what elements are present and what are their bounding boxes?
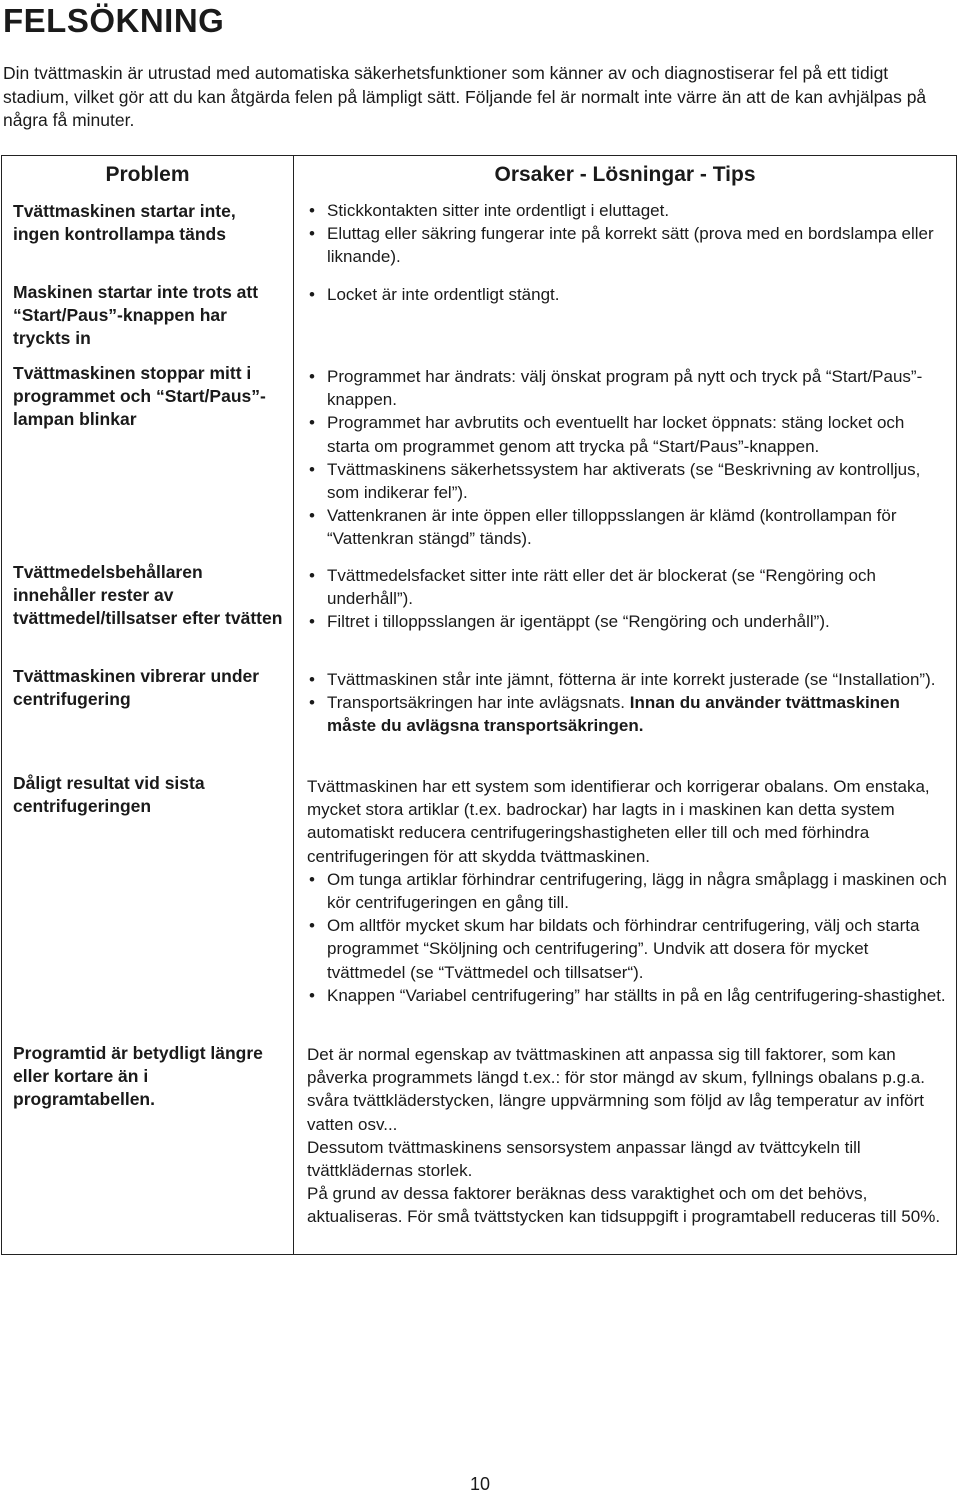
problem-4: Tvättmedelsbehållaren innehåller rester av tvättmedel/tillsatser efter tvätten [13, 562, 283, 629]
list-item: • Tvättmaskinen står inte jämnt, fötterna är inte korrekt justerade (se “Installation”). [307, 668, 947, 691]
problem-5: Tvättmaskinen vibrerar under centrifugering [13, 666, 260, 710]
solution-7 [307, 1043, 947, 1229]
list-item: • Locket är inte ordentligt stängt. [307, 283, 947, 306]
list-item: • Om tunga artiklar förhindrar centrifugering, lägg in några småplagg i maskinen och kör centrifugeringen en gång till. [307, 868, 947, 914]
list-item: • Knappen “Variabel centrifugering” har ställts in på en låg centrifugering-shastighet. [307, 984, 947, 1007]
list-item: • Programmet har avbrutits och eventuellt har locket öppnats: stäng locket och starta om programmet genom att trycka på “Start/Paus”-knappen. [307, 411, 947, 457]
list-item: • Programmet har ändrats: välj önskat program på nytt och tryck på “Start/Paus”-knappen. [307, 365, 947, 411]
intro-paragraph: Din tvättmaskin är utrustad med automatiska säkerhetsfunktioner som känner av och diagnostiserar fel på ett tidigt stadium, vilket gör att du kan åtgärda felen på lämpligt sätt. Följande fel är normalt inte värre än att de kan avhjälpas på några få minuter. [3, 63, 927, 130]
page-number: 10 [469, 1474, 491, 1494]
problem-7: Programtid är betydligt längre eller kortare än i programtabellen. [13, 1043, 263, 1110]
problem-3: Tvättmaskinen stoppar mitt i programmet och “Start/Paus”-lampan blinkar [13, 363, 266, 430]
solution-4 [307, 564, 947, 634]
troubleshooting-table [1, 155, 957, 1255]
warning-text: Innan du använder tvättmaskinen måste du avlägsna transportsäkringen. [327, 693, 900, 736]
list-item [307, 691, 947, 737]
problem-6: Dåligt resultat vid sista centrifugeringen [13, 773, 205, 817]
solution-2 [307, 283, 947, 306]
solution-3 [307, 365, 947, 551]
problem-column [2, 156, 293, 1254]
list-item: • Tvättmaskinens säkerhetssystem har aktiverats (se “Beskrivning av kontrolljus, som indikerar fel”). [307, 458, 947, 504]
solution-1 [307, 199, 947, 269]
problem-2: Maskinen startar inte trots att “Start/Paus”-knappen har tryckts in [13, 282, 259, 349]
solution-6 [307, 775, 947, 1007]
column-divider [293, 156, 294, 1254]
solution-paragraph: Dessutom tvättmaskinens sensorsystem anpassar längd av tvättcykeln till tvättklädernas storlek. [307, 1137, 861, 1181]
problem-1: Tvättmaskinen startar inte, ingen kontrollampa tänds [13, 201, 236, 245]
solution-paragraph: På grund av dessa faktorer beräknas dess varaktighet och om det behövs, aktualiseras. För små tvättstycken kan tidsuppgift i programtabell reduceras till 50%. [307, 1184, 941, 1227]
solution-5 [307, 668, 947, 738]
solution-paragraph: Det är normal egenskap av tvättmaskinen att anpassa sig till faktorer, som kan påverka programmets längd t.ex.: för stor mängd av skum, fyllnings obalans p.g.a. svåra tvättkläderstycken, längre uppvärmning som följd av låg temperatur av infört vatten osv... [307, 1045, 925, 1134]
list-item: • Filtret i tilloppsslangen är igentäppt (se “Rengöring och underhåll”). [307, 610, 947, 633]
list-item: • Tvättmedelsfacket sitter inte rätt eller det är blockerat (se “Rengöring och underhåll”). [307, 564, 947, 610]
list-item-text: Transportsäkringen har inte avlägsnats. [327, 693, 625, 713]
page-title: FELSÖKNING [3, 2, 225, 39]
header-solutions: Orsaker - Lösningar - Tips [494, 163, 756, 186]
list-item: • Vattenkranen är inte öppen eller tilloppsslangen är klämd (kontrollampan för “Vattenkran stängd” tänds). [307, 504, 947, 550]
header-problem: Problem [105, 163, 190, 186]
list-item: • Om alltför mycket skum har bildats och förhindrar centrifugering, välj och starta programmet “Sköljning och centrifugering”. Undvik att dosera för mycket tvättmedel (se “Tvättmedel och tillsatser“). [307, 914, 947, 984]
solutions-column [295, 156, 955, 1254]
solution-paragraph: Tvättmaskinen har ett system som identifierar och korrigerar obalans. Om enstaka, mycket stora artiklar (t.ex. badrockar) har lagts in i maskinen kan detta system automatiskt reducera centrifugeringshastigheten eller till och med förhindra centrifugeringen för att skydda tvättmaskinen. [307, 777, 930, 866]
list-item: • Stickkontakten sitter inte ordentligt i eluttaget. [307, 199, 947, 222]
list-item: • Eluttag eller säkring fungerar inte på korrekt sätt (prova med en bordslampa eller liknande). [307, 222, 947, 268]
